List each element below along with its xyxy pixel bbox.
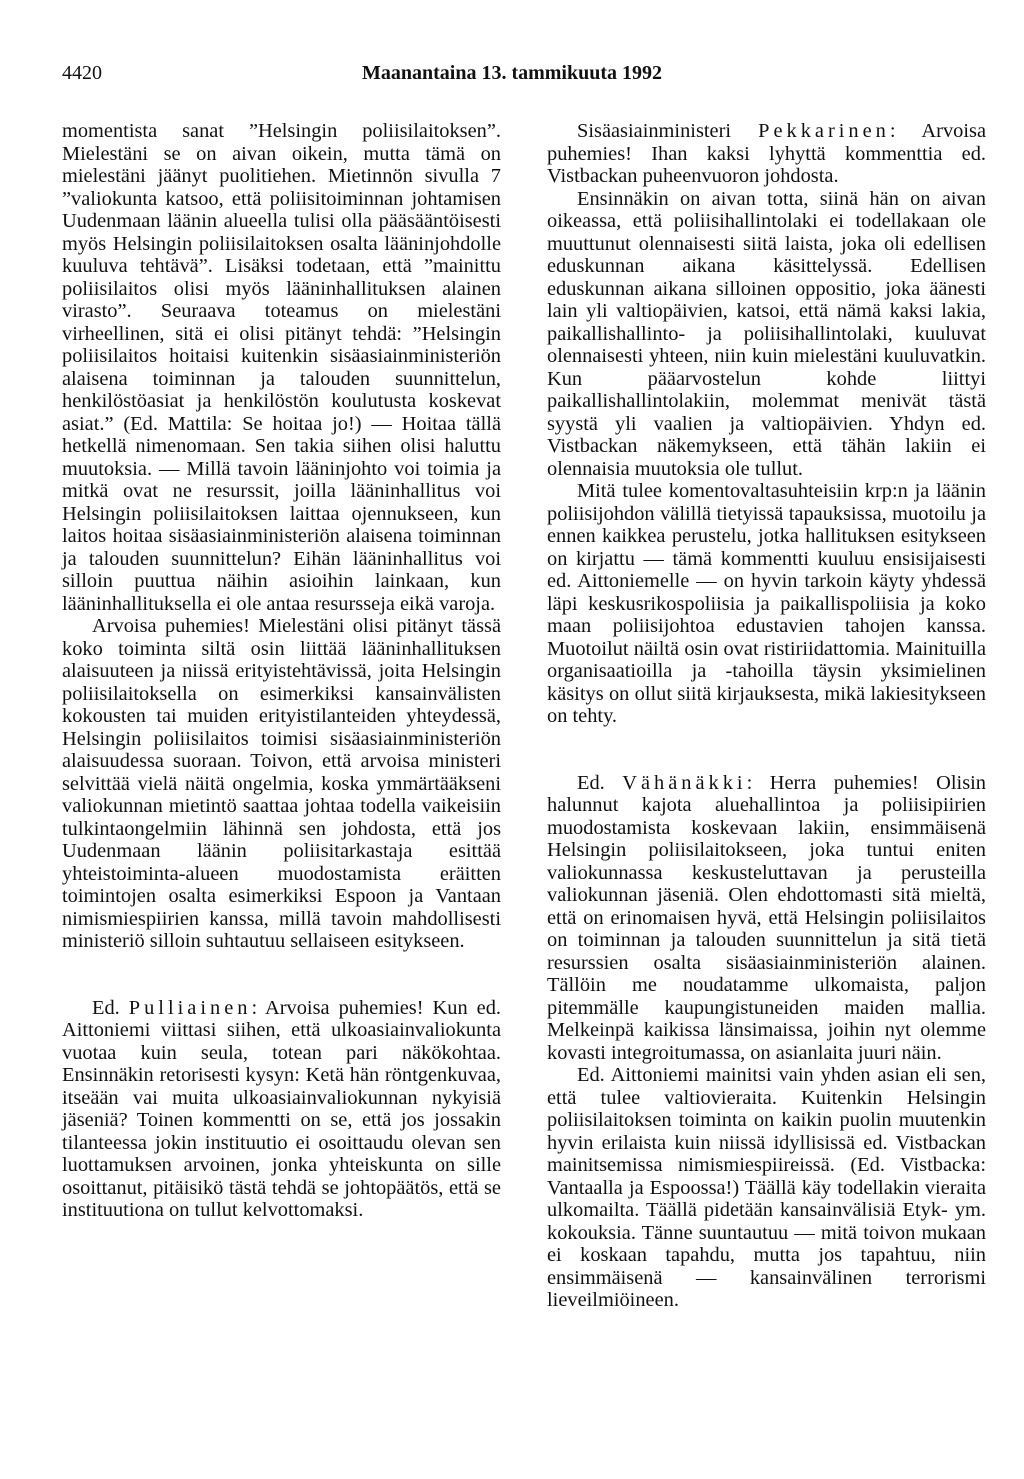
right-column <box>547 120 986 1460</box>
speaker-name: Pulliainen <box>128 996 252 1019</box>
paragraph-text: : Arvoisa puhemies! Ihan kaksi lyhyttä kommenttia ed. Vistbackan puheenvuoron johdosta. <box>547 120 986 187</box>
paragraph <box>547 120 986 188</box>
paragraph <box>547 1064 986 1312</box>
speaker-name: Pekkarinen <box>758 120 890 142</box>
paragraph <box>547 188 986 481</box>
paragraph <box>547 480 986 728</box>
left-column <box>62 120 501 1460</box>
speaker-title: Sisäasiainministeri <box>577 120 759 142</box>
speaker-name: Vähänäkki <box>622 771 747 794</box>
paragraph <box>62 615 501 953</box>
paragraph-text: Ensinnäkin on aivan totta, siinä hän on aivan oikeassa, että poliisihallintolaki ei todellakaan ole muuttunut olennaisesti siitä laista, joka oli edellisen eduskunnan aikana käsittelyssä. Edellisen eduskunnan aikana silloinen oppositio, joka äänesti lain yli valtiopäivien, katsoi, että nämä kaksi lakia, paikallishallinto- ja poliisihallintolaki, kuuluvat olennaisesti yhteen, niin kuin mielestäni kuuluvatkin. Kun pääarvostelun kohde liittyi paikallishallintolakiin, molemmat menivät tästä syystä yli vaalien ja valtiopäivien. Yhdyn ed. Vistbackan näkemykseen, että tähän lakiin ei olennaisia muutoksia ole tullut. <box>547 187 986 480</box>
paragraph-text: momentista sanat ”Helsingin poliisilaitoksen”. Mielestäni se on aivan oikein, mutta tämä on mielestäni jäänyt puolitiehen. Mietinnön sivulla 7 ”valiokunta katsoo, että poliisitoiminnan johtamisen Uudenmaan läänin alueella tulisi olla pääsääntöisesti myös Helsingin poliisilaitoksen osalta lääninjohdolle kuuluva tehtävä”. Lisäksi todetaan, että ”mainittu poliisilaitos olisi myös lääninhallituksen alainen virasto”. Seuraava toteamus on mielestäni virheellinen, sitä ei olisi pitänyt tehdä: ”Helsingin poliisilaitos hoitaisi kuitenkin sisäasiainministeriön alaisena toiminnan ja talouden suunnittelun, henkilöstöasiat ja henkilöstön koulutusta koskevat asiat.” (Ed. Mattila: Se hoitaa jo!) — Hoitaa tällä hetkellä nimenomaan. Sen takia siihen olisi haluttu muutoksia. — Millä tavoin lääninjohto voi toimia ja mitkä ovat ne resurssit, joilla lääninhallitus voi Helsingin poliisilaitoksen laittaa ojennukseen, kun laitos hoitaa sisäasiainministeriön alaisena toiminnan ja talouden suunnittelun? Eihän lääninhallitus voi silloin puuttua näihin asioihin lainkaan, kun lääninhallituksella ei ole antaa resursseja eikä varoja. <box>62 120 501 615</box>
paragraph <box>547 772 986 1065</box>
running-head: Maanantaina 13. tammikuuta 1992 <box>361 62 663 84</box>
paragraph-text: Mitä tulee komentovaltasuhteisiin krp:n ja läänin poliisijohdon välillä tietyissä tapauksissa, muotoilu ja ennen kaikkea perustelu, jotka hallituksen esitykseen on kirjattu — tämä kommentti kuuluu ensisijaisesti ed. Aittoniemelle — on hyvin tarkoin käyty yhdessä läpi keskusrikospoliisia ja paikallispoliisia ja koko maan poliisijohtoa edustavien tahojen kanssa. Muotoilut näiltä osin ovat ristiriidattomia. Mainituilla organisaatioilla ja -tahoilla täysin yksimielinen käsitys on ollut siitä kirjauksesta, mikä lakiesitykseen on tehty. <box>547 480 986 727</box>
paragraph-text: : Arvoisa puhemies! Kun ed. Aittoniemi viittasi siihen, että ulkoasiainvaliokunta vuotaa kuin seula, totean pari näkökohtaa. Ensinnäkin retorisesti kysyn: Ketä hän röntgenkuvaa, itseään vai muita ulkoasiainvaliokunnan nykyisiä jäseniä? Toinen kommentti on se, että jos jossakin tilanteessa jokin instituutio ei osoittaudu olevan sen luottamuksen arvoinen, jonka yhteiskunta on sille osoittanut, pitäisikö tästä tehdä se johtopäätös, että se instituutiona on tullut kelvottomaksi. <box>62 996 501 1221</box>
speaker-title: Ed. <box>577 771 623 794</box>
paragraph-text: Ed. Aittoniemi mainitsi vain yhden asian eli sen, että tulee valtiovieraita. Kuitenkin Helsingin poliisilaitoksen toiminta on kaikin puolin muutenkin hyvin erilaista kuin niissä idyllisissä ed. Vistbackan mainitsemissa nimismiespiireissä. (Ed. Vistbacka: Vantaalla ja Espoossa!) Täällä käy todellakin vieraita ulkomailta. Täällä pidetään kansainvälisiä Etyk- ym. kokouksia. Tänne suuntautuu — mitä toivon mukaan ei koskaan tapahdu, mutta jos tapahtuu, niin ensimmäisenä — kansainvälinen terrorismi lieveilmiöineen. <box>547 1064 986 1311</box>
page-header <box>62 62 962 88</box>
page-number: 4420 <box>62 62 102 84</box>
text-columns <box>62 120 986 1460</box>
paragraph-text: Arvoisa puhemies! Mielestäni olisi pitänyt tässä koko toiminta siltä osin liittää lääninhallituksen alaisuuteen ja niissä erityistehtävissä, joita Helsingin poliisilaitoksella on esimerkiksi kansainvälisten kokousten tai muiden erityistilanteiden yhteydessä, Helsingin poliisilaitos toimisi sisäasiainministeriön alaisuudessa suoraan. Toivon, että arvoisa ministeri selvittää vielä näitä ongelmia, koska ymmärtääkseni valiokunnan mietintö saattaa johtaa todella vaikeisiin tulkintaongelmiin lähinnä sen johdosta, että jos Uudenmaan läänin poliisitarkastaja esittää yhteistoiminta-alueen muodostamista eräitten toimintojen osalta esimerkiksi Espoon ja Vantaan nimismiespiirien kanssa, millä tavoin mahdollisesti ministeriö silloin suhtautuu sellaiseen esitykseen. <box>62 615 501 952</box>
paragraph <box>62 120 501 615</box>
paragraph <box>62 997 501 1222</box>
paragraph-text: : Herra puhemies! Olisin halunnut kajota aluehallintoa ja poliisipiirien muodostamista koskevaan lakiin, ensimmäisenä Helsingin poliisilaitokseen, joka tuntui eniten valiokunnassa keskusteluttavan ja perusteilla valiokunnan jäseniä. Olen ehdottomasti sitä mieltä, että on erinomaisen hyvä, että Helsingin poliisilaitos on toiminnan ja talouden suunnittelun ja sitä tietä resurssien osalta sisäasiainministeriön alainen. Tällöin me noudatamme ulkomaista, paljon pitemmälle kaupungistuneiden maiden mallia. Melkeinpä kaikissa länsimaissa, joihin nyt olemme kovasti integroitumassa, on asianlaita juuri näin. <box>547 771 986 1064</box>
speaker-title: Ed. <box>92 996 129 1019</box>
